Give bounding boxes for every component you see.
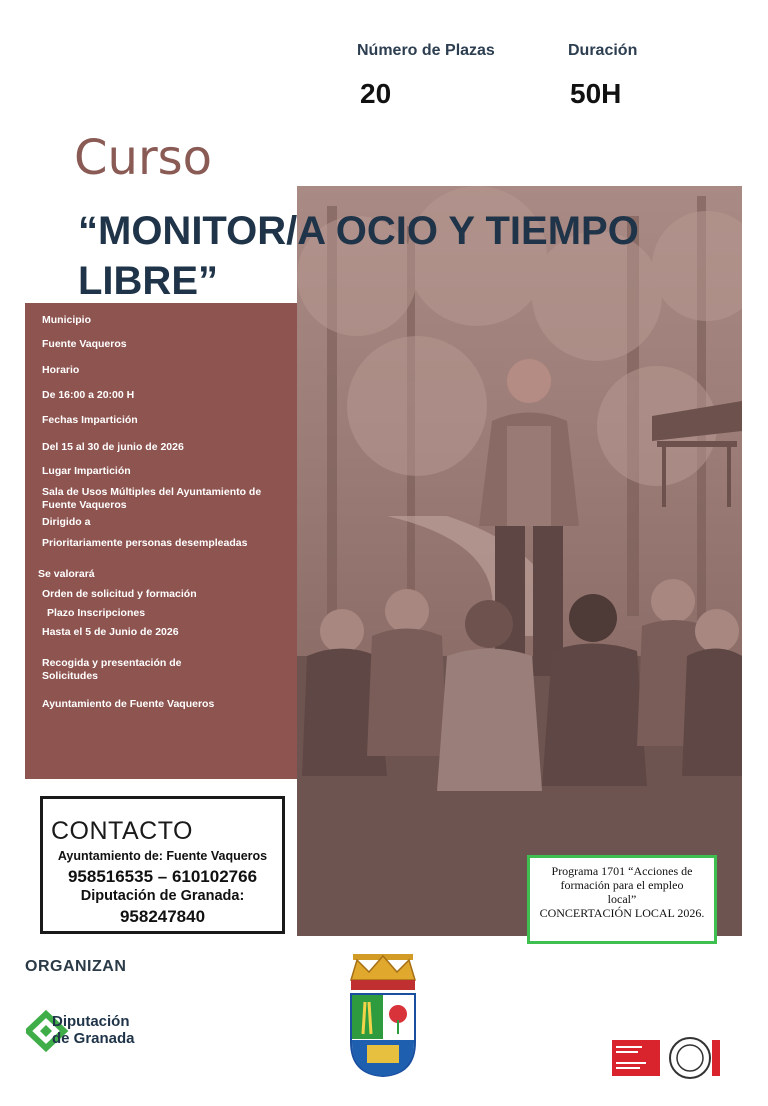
municipio-value: Fuente Vaqueros [42, 338, 127, 350]
organizan-heading: ORGANIZAN [25, 958, 127, 975]
recogida-label-line2: Solicitudes [42, 670, 99, 682]
contact-title: CONTACTO [51, 817, 193, 845]
info-panel [25, 303, 297, 779]
course-title-line2: LIBRE” [78, 259, 218, 303]
duracion-label: Duración [568, 42, 638, 59]
plazas-label: Número de Plazas [357, 42, 495, 59]
contact-box [40, 796, 285, 934]
valorara-value: Orden de solicitud y formación [42, 588, 197, 600]
diputacion-logo-text [52, 1013, 135, 1047]
contact-dip-label: Diputación de Granada: [80, 888, 245, 904]
fechas-label: Fechas Impartición [42, 414, 138, 426]
certification-badge-icon [612, 1036, 722, 1080]
program-line1: Programa 1701 “Acciones de [551, 864, 693, 878]
diputacion-logo-line1: Diputación [52, 1013, 130, 1030]
diputacion-logo-line2: de Granada [52, 1030, 135, 1047]
plazo-label: Plazo Inscripciones [47, 607, 146, 619]
fechas-value: Del 15 al 30 de junio de 2026 [42, 441, 184, 453]
lugar-label: Lugar Impartición [42, 465, 131, 477]
program-line4: CONCERTACIÓN LOCAL 2026. [539, 906, 705, 920]
duracion-value: 50H [570, 78, 622, 109]
program-line3: local” [607, 892, 637, 906]
recogida-label-line1: Recogida y presentación de [42, 657, 182, 669]
horario-label: Horario [42, 364, 80, 376]
dirigido-value: Prioritariamente personas desempleadas [42, 537, 248, 549]
dirigido-label: Dirigido a [42, 516, 91, 528]
plazo-value: Hasta el 5 de Junio de 2026 [42, 626, 179, 638]
contact-ayto-label: Ayuntamiento de: Fuente Vaqueros [57, 849, 268, 863]
course-title-line1: “MONITOR/A OCIO Y TIEMPO [78, 209, 639, 253]
program-line2: formación para el empleo [560, 878, 684, 892]
contact-dip-phone: 958247840 [119, 907, 206, 926]
curso-label: Curso [74, 130, 213, 186]
program-box [527, 855, 717, 944]
lugar-value-line2: Fuente Vaqueros [42, 499, 127, 511]
horario-value: De 16:00 a 20:00 H [42, 389, 135, 401]
course-title [78, 206, 698, 306]
municipal-crest-icon [343, 950, 423, 1080]
recogida-value: Ayuntamiento de Fuente Vaqueros [42, 698, 215, 710]
plazas-value: 20 [360, 78, 392, 109]
lugar-value-line1: Sala de Usos Múltiples del Ayuntamiento de [42, 486, 262, 498]
municipio-label: Municipio [42, 314, 91, 326]
valorara-label: Se valorará [38, 568, 95, 580]
contact-ayto-phones: 958516535 – 610102766 [67, 867, 258, 886]
